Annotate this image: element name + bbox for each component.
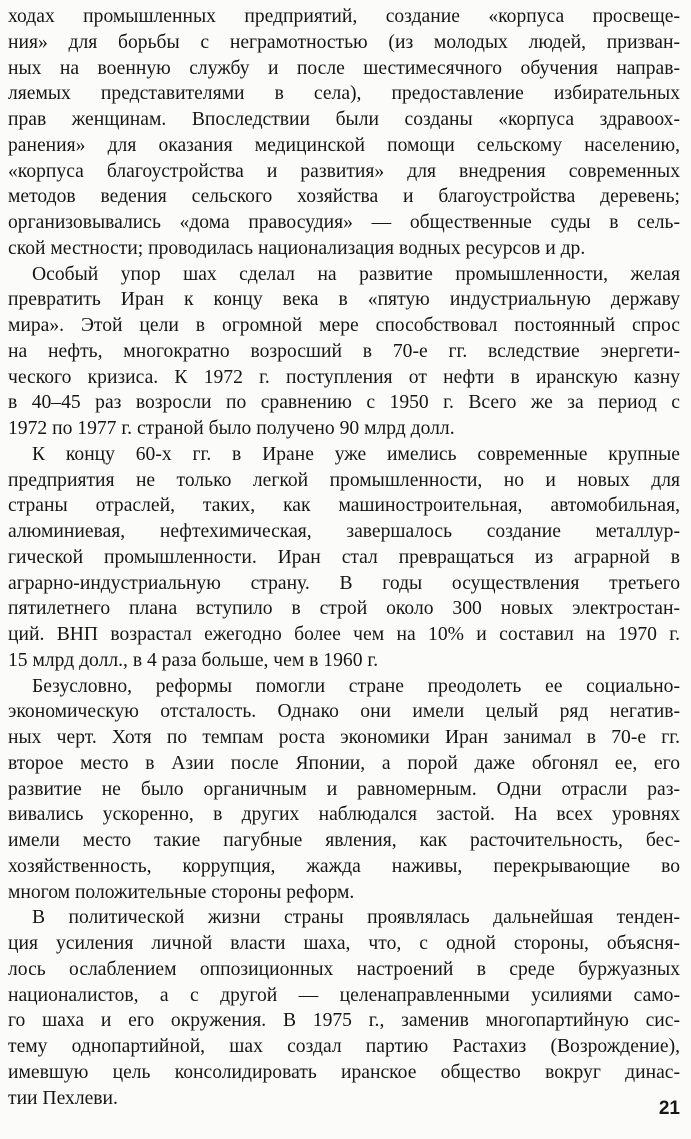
- text-line: ранения» для оказания медицинской помощи сельскому населению,: [8, 134, 680, 156]
- text-line: националистов, а с другой — целенаправленными усилиями само-: [8, 984, 680, 1006]
- paragraph: [8, 442, 680, 674]
- text-line: развитие не было органичным и равномерным. Одни отрасли раз-: [8, 778, 680, 800]
- text-line: Безусловно, реформы помогли стране преодолеть ее социально-: [32, 675, 680, 697]
- text-line: мира». Этой цели в огромной мере способствовал постоянный спрос: [8, 315, 680, 336]
- text-line: превратить Иран к концу века в «пятую индустриальную державу: [8, 289, 680, 311]
- paragraph: [8, 262, 680, 442]
- text-line: методов ведения сельского хозяйства и благоустройства деревень;: [8, 186, 680, 208]
- text-line: второе место в Азии после Японии, а порой даже обгонял ее, его: [8, 752, 680, 774]
- text-line: тему однопартийной, шах создал партию Растахиз (Возрождение),: [8, 1036, 680, 1057]
- text-line: лось ослаблением оппозиционных настроений в среде буржуазных: [8, 958, 680, 980]
- text-line: го шаха и его окружения. В 1975 г., заменив многопартийную сис-: [8, 1010, 680, 1032]
- text-line: гической промышленности. Иран стал превращаться из аграрной в: [8, 546, 680, 568]
- text-line: 1972 по 1977 г. страной было получено 90 млрд долл.: [8, 418, 455, 439]
- paragraph: [8, 674, 680, 906]
- text-line: В политической жизни страны проявлялась дальнейшая тенден-: [32, 907, 680, 929]
- text-line: хозяйственность, коррупция, жажда наживы, перекрывающие во: [8, 855, 680, 877]
- text-line: имевшую цель консолидировать иранское общество вокруг динас-: [8, 1061, 680, 1083]
- text-line: страны отраслей, таких, как машиностроительная, автомобильная,: [8, 495, 680, 517]
- text-line: предприятия не только легкой промышленности, но и новых для: [8, 469, 680, 491]
- text-line: в 40–45 раз возросли по сравнению с 1950 г. Всего же за период с: [8, 392, 680, 414]
- body-text: [8, 4, 680, 1111]
- text-line: ской местности; проводилась национализация водных ресурсов и др.: [8, 237, 586, 259]
- page-number: 21: [658, 1098, 680, 1119]
- text-line: вивались ускоренно, в других наблюдался застой. На всех уровнях: [8, 804, 680, 826]
- paragraph: [8, 4, 680, 262]
- text-line: экономическую отсталость. Однако они имели целый ряд негатив-: [8, 701, 680, 723]
- text-line: организовывались «дома правосудия» — общественные суды в сель-: [8, 212, 680, 233]
- text-line: ных на военную службу и после шестимесячного обучения направ-: [8, 57, 680, 79]
- text-line: 15 млрд долл., в 4 раза больше, чем в 1960 г.: [8, 649, 379, 671]
- text-line: на нефть, многократно возросший в 70-е гг. вследствие энергети-: [8, 340, 680, 362]
- text-line: К концу 60-х гг. в Иране уже имелись современные крупные: [32, 443, 680, 465]
- text-line: имели место такие пагубные явления, как расточительность, бес-: [8, 830, 680, 851]
- text-line: прав женщинам. Впоследствии были созданы «корпуса здравоох-: [8, 109, 680, 130]
- text-line: ций. ВНП возрастал ежегодно более чем на 10% и составил на 1970 г.: [8, 624, 680, 645]
- text-line: ция усиления личной власти шаха, что, с одной стороны, объясня-: [8, 933, 680, 954]
- text-line: «корпуса благоустройства и развития» для внедрения современных: [8, 160, 680, 182]
- paragraph: [8, 905, 680, 1111]
- text-line: алюминиевая, нефтехимическая, завершалось создание металлур-: [8, 521, 680, 542]
- text-line: ляемых представителями в села), предоставление избирательных: [8, 83, 680, 105]
- text-line: тии Пехлеви.: [8, 1087, 118, 1109]
- text-line: ных черт. Хотя по темпам роста экономики Иран занимал в 70-е гг.: [8, 727, 680, 748]
- text-line: аграрно-индустриальную страну. В годы осуществления третьего: [8, 572, 680, 594]
- text-line: многом положительные стороны реформ.: [8, 881, 355, 903]
- text-line: Особый упор шах сделал на развитие промышленности, желая: [32, 263, 680, 285]
- text-line: пятилетнего плана вступило в строй около 300 новых электростан-: [8, 598, 680, 620]
- text-line: ческого кризиса. К 1972 г. поступления от нефти в иранскую казну: [8, 366, 680, 388]
- text-line: ходах промышленных предприятий, создание «корпуса просвеще-: [8, 6, 680, 27]
- text-line: ния» для борьбы с неграмотностью (из молодых людей, призван-: [8, 31, 680, 53]
